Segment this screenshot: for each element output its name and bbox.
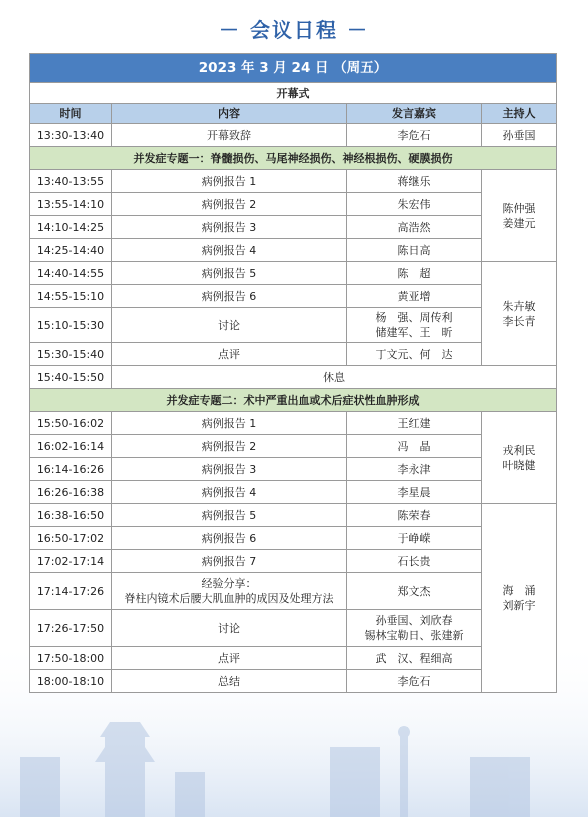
content-cell: 病例报告 1	[112, 170, 347, 193]
table-row	[30, 366, 557, 389]
host-name: 李长青	[502, 314, 536, 328]
page-title: － 会议日程 －	[219, 18, 369, 42]
topic-heading: 并发症专题二：术中严重出血或术后症状性血肿形成	[30, 389, 557, 412]
time-cell: 14:10-14:25	[30, 216, 112, 239]
speaker-line: 锡林宝勒日、张建新	[364, 629, 464, 642]
host-name: 戎利民	[502, 443, 536, 457]
speaker-cell: 王红建	[347, 412, 482, 435]
table-row	[30, 170, 557, 193]
content-cell: 病例报告 4	[112, 239, 347, 262]
speaker-cell: 石长贵	[347, 550, 482, 573]
speaker-cell: 陈日高	[347, 239, 482, 262]
time-cell: 15:30-15:40	[30, 343, 112, 366]
host-name: 刘新宇	[502, 599, 536, 612]
time-cell: 13:55-14:10	[30, 193, 112, 216]
table-row	[30, 412, 557, 435]
break-cell: 休息	[112, 366, 557, 389]
table-row	[30, 504, 557, 527]
speaker-cell: 李永津	[347, 458, 482, 481]
speaker-cell: 陈荣春	[347, 504, 482, 527]
schedule-table	[29, 53, 557, 693]
column-header-host: 主持人	[482, 104, 557, 124]
speaker-line: 储建军、王 昕	[375, 326, 453, 339]
speaker-cell: 蒋继乐	[347, 170, 482, 193]
topic-heading: 并发症专题一：脊髓损伤、马尾神经损伤、神经根损伤、硬膜损伤	[30, 147, 557, 170]
host-cell	[482, 170, 557, 262]
table-row	[30, 481, 557, 504]
content-line: 经验分享：	[201, 577, 257, 590]
time-cell: 15:10-15:30	[30, 308, 112, 343]
table-row	[30, 239, 557, 262]
time-cell: 17:02-17:14	[30, 550, 112, 573]
speaker-cell: 高浩然	[347, 216, 482, 239]
time-cell: 16:14-16:26	[30, 458, 112, 481]
content-cell: 病例报告 3	[112, 216, 347, 239]
time-cell: 16:38-16:50	[30, 504, 112, 527]
speaker-cell	[347, 308, 482, 343]
table-row	[30, 550, 557, 573]
content-cell: 点评	[112, 343, 347, 366]
content-cell: 病例报告 7	[112, 550, 347, 573]
column-header-speaker: 发言嘉宾	[347, 104, 482, 124]
table-row	[30, 435, 557, 458]
host-name: 姜建元	[502, 216, 536, 230]
column-header-time: 时间	[30, 104, 112, 124]
table-row	[30, 647, 557, 670]
table-row	[30, 193, 557, 216]
content-cell: 总结	[112, 670, 347, 693]
table-row	[30, 573, 557, 610]
host-cell: 孙垂国	[482, 124, 557, 147]
date-banner: 2023 年 3 月 24 日 （周五）	[30, 54, 557, 83]
content-cell: 病例报告 3	[112, 458, 347, 481]
table-row	[30, 343, 557, 366]
speaker-cell: 黄亚增	[347, 285, 482, 308]
host-name: 陈仲强	[502, 201, 536, 215]
content-cell: 讨论	[112, 308, 347, 343]
host-cell	[482, 412, 557, 504]
time-cell: 17:50-18:00	[30, 647, 112, 670]
table-row	[30, 124, 557, 147]
content-cell: 点评	[112, 647, 347, 670]
table-row	[30, 458, 557, 481]
host-name: 海 涌	[502, 584, 536, 597]
content-line: 脊柱内镜术后腰大肌血肿的成因及处理方法	[124, 592, 334, 605]
speaker-cell: 朱宏伟	[347, 193, 482, 216]
speaker-cell: 武 汉、程细高	[347, 647, 482, 670]
time-cell: 14:55-15:10	[30, 285, 112, 308]
speaker-cell: 郑文杰	[347, 573, 482, 610]
time-cell: 13:40-13:55	[30, 170, 112, 193]
host-name: 叶晓健	[502, 458, 536, 472]
content-cell: 病例报告 4	[112, 481, 347, 504]
speaker-line: 杨 强、周传利	[375, 311, 453, 324]
table-row	[30, 308, 557, 343]
time-cell: 17:14-17:26	[30, 573, 112, 610]
time-cell: 13:30-13:40	[30, 124, 112, 147]
table-row	[30, 285, 557, 308]
speaker-cell: 于峥嵘	[347, 527, 482, 550]
host-name: 朱卉敏	[502, 299, 536, 313]
content-cell: 病例报告 2	[112, 435, 347, 458]
content-cell: 讨论	[112, 610, 347, 647]
table-row	[30, 670, 557, 693]
column-header-content: 内容	[112, 104, 347, 124]
host-cell	[482, 504, 557, 693]
speaker-cell: 李危石	[347, 124, 482, 147]
host-cell	[482, 262, 557, 366]
time-cell: 14:40-14:55	[30, 262, 112, 285]
content-cell: 开幕致辞	[112, 124, 347, 147]
content-cell: 病例报告 5	[112, 262, 347, 285]
time-cell: 18:00-18:10	[30, 670, 112, 693]
time-cell: 14:25-14:40	[30, 239, 112, 262]
content-cell: 病例报告 1	[112, 412, 347, 435]
time-cell: 17:26-17:50	[30, 610, 112, 647]
time-cell: 16:02-16:14	[30, 435, 112, 458]
speaker-cell: 李星晨	[347, 481, 482, 504]
speaker-cell: 陈 超	[347, 262, 482, 285]
time-cell: 16:50-17:02	[30, 527, 112, 550]
table-row	[30, 527, 557, 550]
content-cell: 病例报告 6	[112, 285, 347, 308]
table-row	[30, 610, 557, 647]
speaker-cell	[347, 610, 482, 647]
table-row	[30, 262, 557, 285]
speaker-cell: 李危石	[347, 670, 482, 693]
content-cell: 病例报告 2	[112, 193, 347, 216]
content-cell	[112, 573, 347, 610]
time-cell: 16:26-16:38	[30, 481, 112, 504]
speaker-cell: 丁文元、何 达	[347, 343, 482, 366]
time-cell: 15:40-15:50	[30, 366, 112, 389]
content-cell: 病例报告 5	[112, 504, 347, 527]
content-cell: 病例报告 6	[112, 527, 347, 550]
table-row	[30, 216, 557, 239]
speaker-line: 孙垂国、刘欣春	[375, 614, 453, 627]
opening-ceremony-label: 开幕式	[30, 83, 557, 104]
speaker-cell: 冯 晶	[347, 435, 482, 458]
time-cell: 15:50-16:02	[30, 412, 112, 435]
